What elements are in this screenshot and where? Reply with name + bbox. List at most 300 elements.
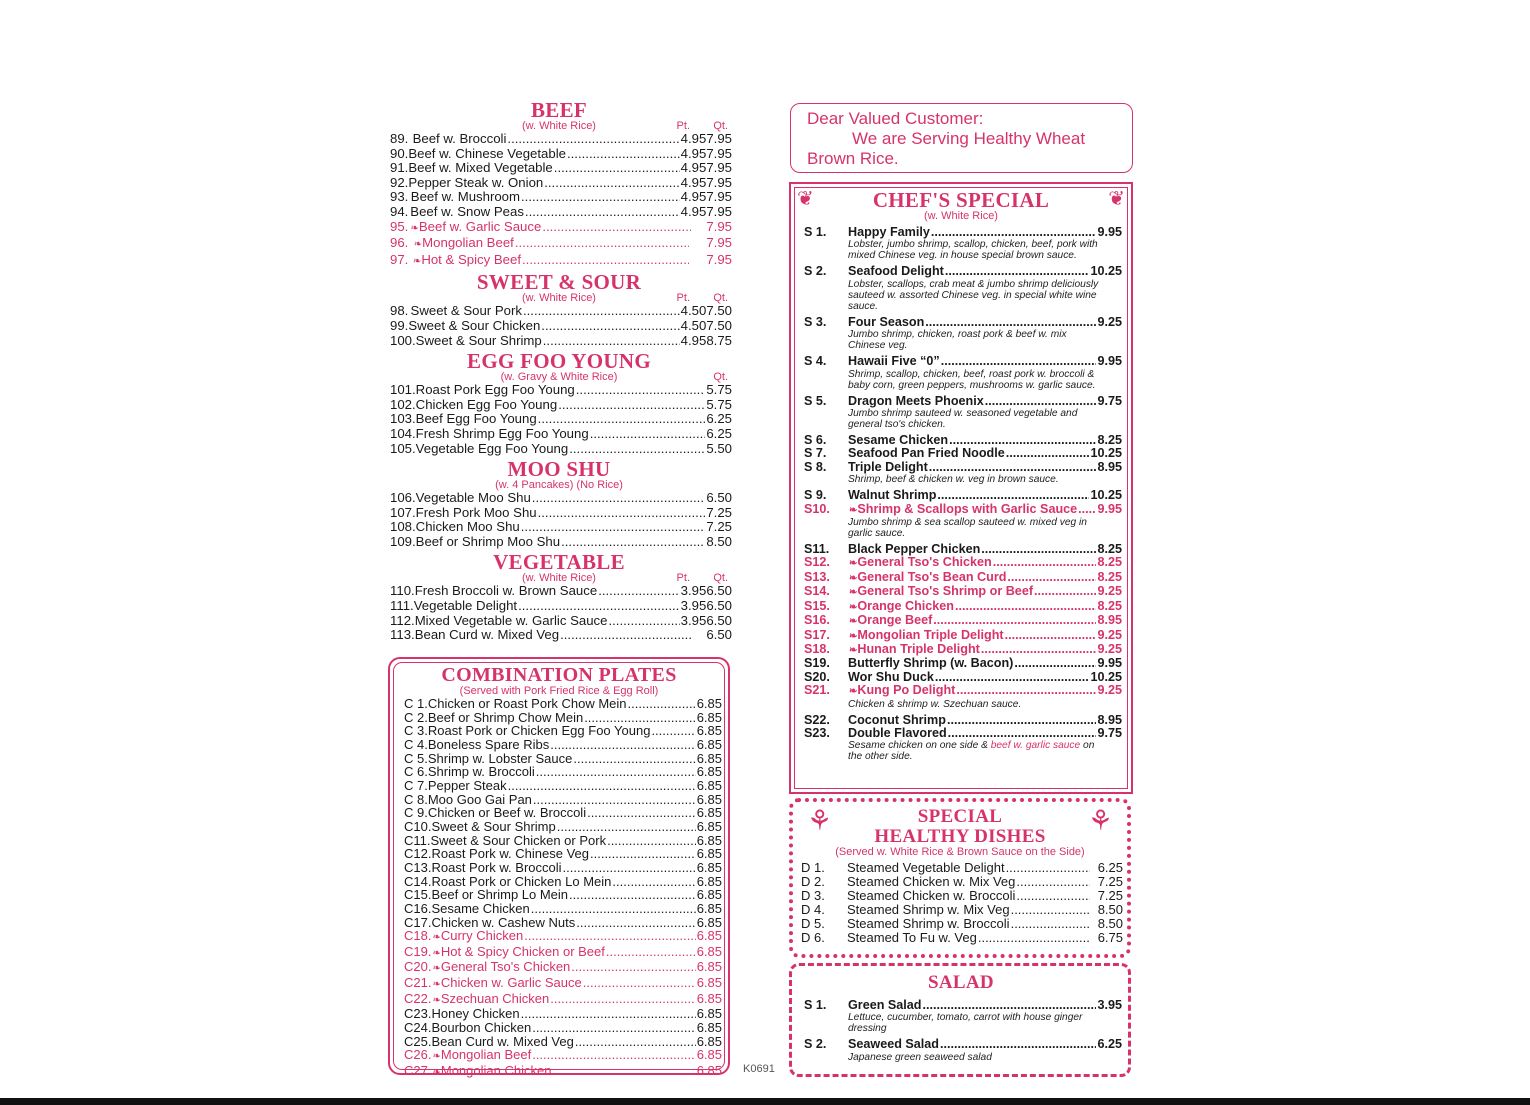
item-number: C26. <box>404 1047 432 1063</box>
leader-dots <box>518 599 680 614</box>
special-item-row <box>800 657 1122 670</box>
item-description: Jumbo shrimp, chicken, roast pork & beef w. mix Chinese veg. <box>848 329 1067 352</box>
price: 6.85 <box>696 805 722 821</box>
menu-list <box>386 491 732 549</box>
leader-dots <box>508 779 696 793</box>
menu-item <box>386 614 732 629</box>
section-title: SPECIAL <box>917 806 1003 827</box>
special-item <box>800 355 1122 390</box>
item-name: Curry Chicken <box>440 928 524 944</box>
item-name: Beef or Shrimp Chow Mein <box>427 709 584 725</box>
leader-dots <box>524 929 695 943</box>
item-name: Kung Po Delight <box>857 683 956 698</box>
price-quart: 7.95 <box>706 131 732 146</box>
price-pint: 4.95 <box>680 174 707 190</box>
menu-item <box>396 960 722 976</box>
leader-dots <box>538 506 706 521</box>
leader-dots <box>584 711 696 725</box>
description-text: Sesame chicken on one side & <box>848 740 991 752</box>
special-item <box>800 461 1122 485</box>
item-name: Steamed Shrimp w. Mix Veg <box>847 901 1010 917</box>
customer-notice <box>790 103 1133 173</box>
price-quart: 7.95 <box>706 251 732 267</box>
pepper-icon: ❧ <box>432 932 441 944</box>
price: 6.25 <box>1097 1037 1122 1052</box>
item-name: Dragon Meets Phoenix <box>848 393 984 408</box>
item-name: Sweet & Sour Pork <box>410 303 522 319</box>
leader-dots <box>993 556 1097 569</box>
item-description: Jumbo shrimp sauteed w. seasoned vegetable and general tso's chicken. <box>848 408 1078 431</box>
special-item-row <box>800 556 1122 570</box>
notice-line: We are Serving Healthy Wheat <box>852 129 1086 148</box>
beef-section <box>386 100 732 269</box>
item-name: Szechuan Chicken <box>440 990 550 1006</box>
item-number: S22. <box>804 712 830 727</box>
leader-dots <box>978 931 1090 945</box>
vegetable-section <box>386 552 732 642</box>
price: 3.95 <box>1097 998 1122 1012</box>
menu-item <box>396 861 722 875</box>
leader-dots <box>554 161 680 176</box>
item-number: 105. <box>390 440 416 456</box>
special-item <box>800 571 1122 585</box>
menu-code: K0691 <box>743 1063 775 1075</box>
item-name: Chicken or Roast Pork Chow Mein <box>427 696 627 711</box>
item-number: S19. <box>804 656 830 671</box>
special-item-row <box>800 614 1122 628</box>
item-name: Chicken Egg Foo Young <box>415 396 558 412</box>
item-number: 108. <box>390 519 416 535</box>
leader-dots <box>533 793 696 807</box>
price: 8.25 <box>1097 598 1122 613</box>
pepper-icon: ❧ <box>412 255 422 267</box>
item-description: Lobster, scallops, crab meat & jumbo shrimp deliciously sauteed w. assorted Chinese veg. in special white wine sauce. <box>848 278 1099 312</box>
crane-icon: ⚘ <box>807 805 833 836</box>
leader-dots <box>608 614 679 629</box>
special-item-row <box>800 571 1122 585</box>
price: 6.85 <box>696 764 722 780</box>
sweet-sour-section <box>386 272 732 348</box>
pt-label: Pt. <box>676 572 690 585</box>
price: 9.25 <box>1097 641 1122 656</box>
leader-dots <box>1078 503 1096 516</box>
item-number: S20. <box>804 669 830 684</box>
menu-item <box>386 442 732 457</box>
item-number: 99. <box>390 317 409 333</box>
menu-item <box>386 190 732 205</box>
item-name: Vegetable Moo Shu <box>415 490 531 506</box>
section-subtitle: (w. White Rice) <box>522 120 596 132</box>
leader-dots <box>521 520 706 535</box>
menu-item <box>386 383 732 398</box>
description-highlight: beef w. garlic sauce <box>990 740 1081 752</box>
menu-item <box>396 834 722 848</box>
price: 6.75 <box>1097 929 1123 945</box>
price: 6.85 <box>696 709 722 725</box>
item-description: Lettuce, cucumber, tomato, carrot with house ginger dressing <box>848 1012 1083 1035</box>
leader-dots <box>949 434 1096 447</box>
leader-dots <box>544 176 679 191</box>
qt-label: Qt. <box>713 120 728 132</box>
qt-label: Qt. <box>713 292 728 305</box>
description-text: on the other side. <box>848 740 1095 763</box>
price-pint: 4.95 <box>680 131 707 146</box>
menu-item <box>396 992 722 1008</box>
item-number: D 5. <box>801 915 825 931</box>
leader-dots <box>541 319 679 334</box>
leader-dots <box>612 875 695 889</box>
price: 8.95 <box>1097 712 1122 727</box>
item-number: S21. <box>804 683 830 698</box>
leader-dots <box>538 412 706 427</box>
healthy-section <box>797 806 1123 944</box>
leader-dots <box>590 847 696 861</box>
item-name: Seafood Delight <box>848 264 944 279</box>
price-pint: 3.95 <box>680 612 707 628</box>
item-name: Sesame Chicken <box>848 433 949 448</box>
special-item <box>800 600 1122 614</box>
section-title: CHEF'S SPECIAL <box>872 188 1050 212</box>
price: 7.25 <box>1097 873 1123 889</box>
item-name: Roast Pork w. Chinese Veg <box>431 846 589 862</box>
item-number: 106. <box>390 490 416 506</box>
item-name: General Tso's Chicken <box>440 959 571 975</box>
price-quart: 6.25 <box>706 411 732 427</box>
leader-dots <box>1014 657 1096 670</box>
price-quart: 7.25 <box>706 504 732 520</box>
item-name: Vegetable Egg Foo Young <box>415 440 569 456</box>
floral-corner-icon: ❦ <box>797 188 814 210</box>
item-name: Pepper Steak <box>427 777 507 793</box>
item-name: General Tso's Shrimp or Beef <box>857 584 1034 599</box>
menu-item <box>386 584 732 599</box>
price: 6.85 <box>696 791 722 807</box>
crane-icon: ⚘ <box>1087 805 1113 836</box>
special-item <box>800 657 1122 670</box>
price-quart: 6.50 <box>706 612 732 628</box>
leader-dots <box>522 253 689 268</box>
menu-item <box>386 220 732 237</box>
leader-dots <box>587 806 696 820</box>
item-name: Butterfly Shrimp (w. Bacon) <box>848 656 1014 671</box>
leader-dots <box>945 265 1090 278</box>
item-number: C 2. <box>404 709 428 725</box>
special-item <box>800 614 1122 628</box>
price: 9.95 <box>1097 656 1122 671</box>
price-quart: 7.95 <box>706 189 732 205</box>
item-name: Vegetable Delight <box>413 598 518 614</box>
item-number: C18. <box>404 928 432 944</box>
item-number: S 5. <box>804 393 827 408</box>
menu-item <box>396 793 722 807</box>
price: 6.85 <box>696 859 722 875</box>
special-item <box>800 447 1122 460</box>
price: 8.25 <box>1097 569 1122 584</box>
item-name: Shrimp & Scallops with Garlic Sauce <box>857 501 1078 516</box>
menu-item <box>797 889 1123 903</box>
item-name: Walnut Shrimp <box>848 488 937 503</box>
leader-dots <box>941 355 1097 368</box>
price: 9.95 <box>1097 225 1122 239</box>
leader-dots <box>940 1038 1096 1051</box>
price-quart: 6.50 <box>706 583 732 599</box>
leader-dots <box>507 132 679 147</box>
leader-dots <box>925 316 1096 329</box>
item-number: C24. <box>404 1020 432 1036</box>
price-pint: 4.95 <box>680 332 707 348</box>
item-number: S17. <box>804 627 830 642</box>
price: 6.85 <box>696 723 722 739</box>
special-item <box>800 395 1122 430</box>
pepper-icon: ❧ <box>849 504 858 516</box>
menu-item <box>396 1035 722 1049</box>
qt-label: Qt. <box>713 572 728 585</box>
special-item-row <box>800 461 1122 474</box>
egg-foo-young-section <box>386 351 732 456</box>
special-item-row <box>800 489 1122 502</box>
item-name: Sweet & Sour Shrimp <box>415 332 542 348</box>
leader-dots <box>931 226 1097 239</box>
price: 6.85 <box>696 873 722 889</box>
price: 6.85 <box>696 1047 722 1063</box>
leader-dots <box>1011 903 1090 917</box>
price: 6.85 <box>696 1033 722 1049</box>
menu-list <box>386 132 732 269</box>
item-number: 98. <box>390 303 409 319</box>
item-name: Hot & Spicy Chicken or Beef <box>440 943 605 959</box>
price: 8.25 <box>1097 555 1122 570</box>
pepper-icon: ❧ <box>849 572 858 584</box>
item-number: C11. <box>404 832 431 848</box>
pepper-icon: ❧ <box>432 963 441 975</box>
leader-dots <box>563 861 696 875</box>
item-name: Seafood Pan Fried Noodle <box>848 446 1005 461</box>
price: 6.85 <box>696 975 722 991</box>
menu-item <box>386 205 732 220</box>
price-pint: 4.95 <box>680 160 707 176</box>
salad-section <box>800 973 1122 1063</box>
item-number: C 6. <box>404 764 428 780</box>
item-name: Beef or Shrimp Lo Mein <box>431 887 569 903</box>
item-name: Black Pepper Chicken <box>848 542 981 557</box>
leader-dots <box>550 738 695 752</box>
pepper-icon: ❧ <box>432 1067 441 1079</box>
floral-corner-icon: ❦ <box>1108 188 1125 210</box>
price: 9.25 <box>1097 627 1122 642</box>
leader-dots <box>569 888 696 902</box>
menu-list <box>386 304 732 348</box>
leader-dots <box>523 304 680 319</box>
item-name: Shrimp w. Lobster Sauce <box>427 750 573 766</box>
item-number: 96. <box>390 235 409 251</box>
menu-item <box>396 765 722 779</box>
menu-item <box>797 875 1123 889</box>
pepper-icon: ❧ <box>410 222 419 234</box>
item-name: Sweet & Sour Chicken or Pork <box>430 832 607 848</box>
item-name: Fresh Pork Moo Shu <box>415 504 537 520</box>
leader-dots <box>1006 447 1090 460</box>
leader-dots <box>985 395 1097 408</box>
menu-list <box>797 861 1123 944</box>
section-subtitle-row <box>386 479 732 491</box>
item-name: Pepper Steak w. Onion <box>408 174 544 190</box>
menu-item <box>386 398 732 413</box>
pt-label: Pt. <box>676 120 690 132</box>
leader-dots <box>573 752 695 766</box>
item-description: Shrimp, beef & chicken w. veg in brown sauce. <box>848 474 1059 486</box>
notice-line: Brown Rice. <box>807 149 899 168</box>
special-item <box>800 629 1122 643</box>
price: 6.85 <box>696 1063 722 1079</box>
section-subtitle: (w. 4 Pancakes) (No Rice) <box>495 479 623 492</box>
menu-item <box>386 253 732 270</box>
menu-list <box>386 383 732 456</box>
menu-item <box>396 1021 722 1035</box>
moo-shu-section <box>386 459 732 549</box>
leader-dots <box>1007 571 1096 584</box>
price-quart: 5.75 <box>706 382 732 398</box>
menu-item <box>386 161 732 176</box>
price-quart: 6.50 <box>706 598 732 614</box>
item-number: S 4. <box>804 354 827 369</box>
menu-item <box>386 628 732 643</box>
menu-item <box>386 599 732 614</box>
special-item-row <box>800 395 1122 408</box>
item-name: Roast Pork Egg Foo Young <box>415 382 575 398</box>
price-pint: 4.50 <box>680 303 707 319</box>
price: 10.25 <box>1090 264 1122 279</box>
section-title: VEGETABLE <box>493 550 625 575</box>
item-name: Boneless Spare Ribs <box>427 736 550 752</box>
price: 8.25 <box>1097 542 1122 557</box>
leader-dots <box>536 765 696 779</box>
menu-item <box>396 1007 722 1021</box>
section-title: HEALTHY DISHES <box>874 826 1046 847</box>
pepper-icon: ❧ <box>849 630 858 642</box>
item-name: Seaweed Salad <box>848 1037 940 1052</box>
leader-dots <box>560 628 692 643</box>
salad-item-row <box>800 1038 1122 1051</box>
salad-item-row <box>800 999 1122 1012</box>
item-number: S 1. <box>804 998 827 1012</box>
price-quart: 6.50 <box>706 627 732 643</box>
leader-dots <box>558 398 705 413</box>
menu-item <box>797 861 1123 875</box>
item-name: Steamed Vegetable Delight <box>847 860 1005 875</box>
leader-dots <box>576 383 706 398</box>
leader-dots <box>583 976 696 990</box>
notice-line: Dear Valued Customer: <box>807 109 984 128</box>
special-item-row <box>800 355 1122 368</box>
item-name: Hawaii Five “0” <box>848 354 940 369</box>
special-item-row <box>800 643 1122 657</box>
combination-section <box>396 665 722 1080</box>
price-quart: 6.50 <box>706 490 732 506</box>
price-pint: 4.95 <box>680 189 707 205</box>
item-number: 110. <box>390 583 415 599</box>
price-quart: 7.25 <box>706 519 732 535</box>
section-subtitle-row <box>800 210 1122 222</box>
leader-dots <box>575 1035 696 1049</box>
price: 9.75 <box>1097 393 1122 408</box>
item-name: Mongolian Triple Delight <box>857 627 1004 642</box>
item-name: Mongolian Chicken <box>440 1063 552 1079</box>
special-item-row <box>800 585 1122 599</box>
price-quart: 7.95 <box>706 174 732 190</box>
item-number: C15. <box>404 887 432 903</box>
menu-item <box>396 902 722 916</box>
special-item-row <box>800 265 1122 278</box>
price-quart: 6.25 <box>706 425 732 441</box>
section-subtitle-row <box>386 371 732 383</box>
item-name: Beef w. Chinese Vegetable <box>408 145 566 161</box>
menu-item <box>386 334 732 349</box>
price: 8.50 <box>1097 901 1123 917</box>
menu-item <box>396 888 722 902</box>
menu-list <box>386 584 732 642</box>
price-quart: 5.50 <box>706 440 732 456</box>
special-item-row <box>800 671 1122 684</box>
special-item-row <box>800 503 1122 517</box>
salad-item <box>800 1038 1122 1062</box>
pepper-icon: ❧ <box>849 587 858 599</box>
item-number: S13. <box>804 569 830 584</box>
leader-dots <box>948 727 1097 740</box>
item-number: 91. <box>390 160 409 176</box>
special-item <box>800 489 1122 502</box>
item-name: Beef w. Broccoli <box>412 131 507 146</box>
price-pint: 4.95 <box>680 145 707 161</box>
special-item <box>800 434 1122 447</box>
price: 6.85 <box>696 832 722 848</box>
item-number: D 4. <box>801 901 825 917</box>
item-number: S 8. <box>804 459 827 474</box>
item-name: Green Salad <box>848 998 922 1012</box>
special-item-row <box>800 226 1122 239</box>
menu-item <box>396 1048 722 1064</box>
item-number: C10. <box>404 818 432 834</box>
item-number: C 8. <box>404 791 428 807</box>
section-title: BEEF <box>530 98 588 122</box>
special-item-row <box>800 543 1122 556</box>
item-name: Steamed Shrimp w. Broccoli <box>847 915 1010 931</box>
special-item <box>800 714 1122 727</box>
item-name: Orange Chicken <box>857 598 954 613</box>
price-pint: 4.50 <box>680 317 707 333</box>
item-name: Shrimp w. Broccoli <box>427 764 535 780</box>
pepper-icon: ❧ <box>849 616 858 628</box>
section-subtitle-row <box>386 120 732 132</box>
item-name: Beef w. Mixed Vegetable <box>408 160 553 176</box>
item-number: C20. <box>404 959 432 975</box>
item-name: General Tso's Chicken <box>857 555 992 570</box>
item-number: S12. <box>804 555 830 570</box>
item-number: 95. <box>390 218 409 234</box>
item-name: Coconut Shrimp <box>848 712 946 727</box>
pepper-icon: ❧ <box>432 947 441 959</box>
item-number: C17. <box>404 914 432 930</box>
menu-item <box>396 752 722 766</box>
item-number: S 2. <box>804 1037 827 1052</box>
section-subtitle-row <box>386 572 732 584</box>
item-number: 100. <box>390 332 416 348</box>
price: 8.25 <box>1097 433 1122 448</box>
item-number: S 3. <box>804 314 827 329</box>
price: 6.85 <box>696 777 722 793</box>
special-item <box>800 643 1122 657</box>
menu-item <box>386 147 732 162</box>
special-item-row <box>800 434 1122 447</box>
